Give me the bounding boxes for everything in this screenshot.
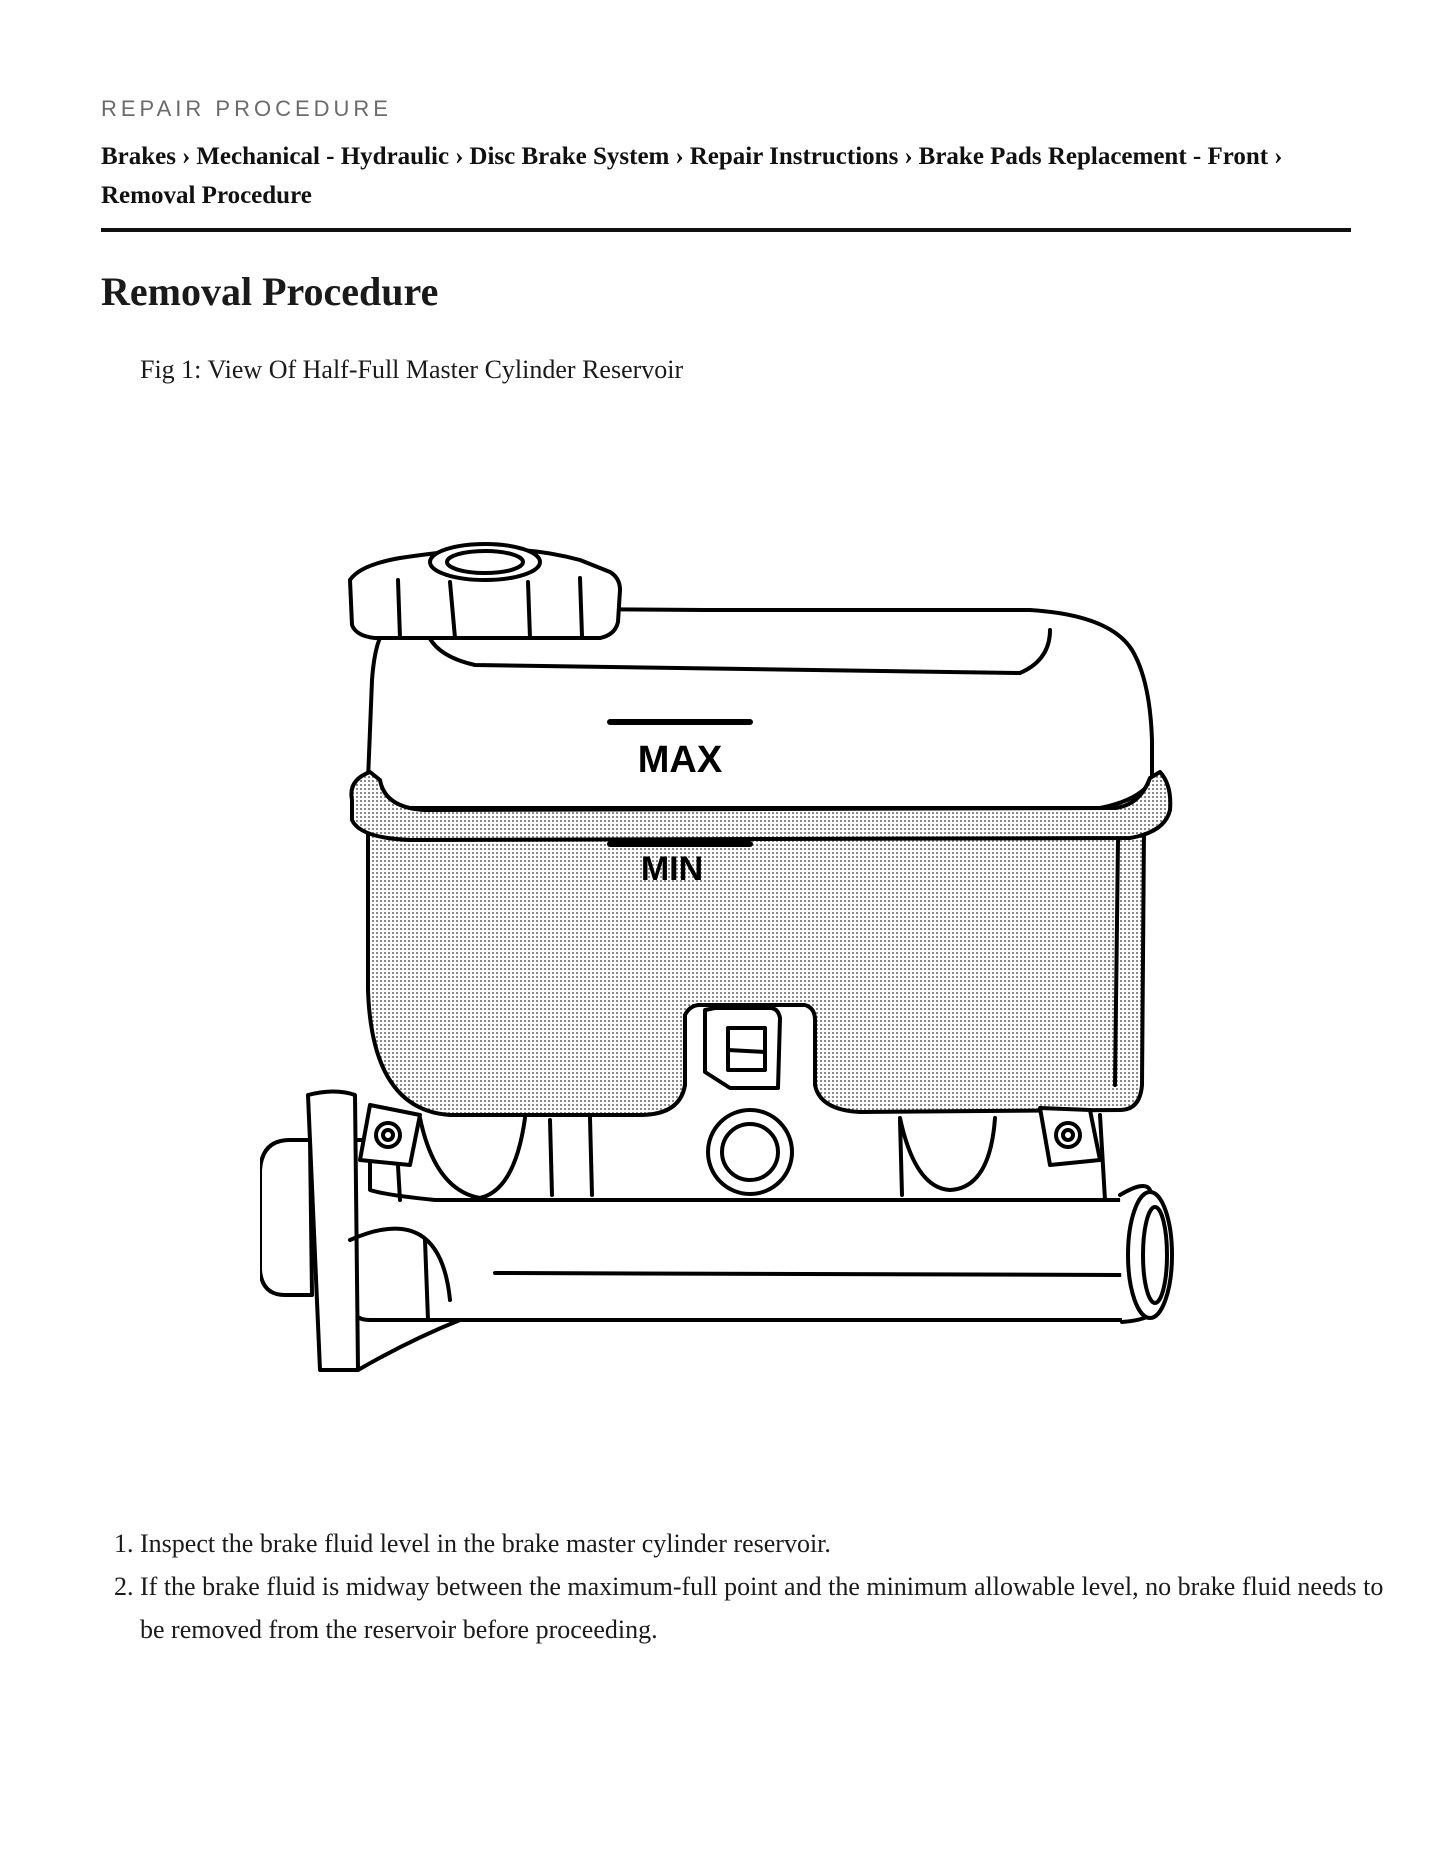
section-eyebrow: REPAIR PROCEDURE (101, 96, 392, 121)
breadcrumb-separator: › (904, 143, 913, 170)
master-cylinder-figure (260, 540, 1200, 1400)
breadcrumb-item-brake-pads-replacement-front[interactable]: Brake Pads Replacement - Front (918, 143, 1269, 170)
breadcrumb-item-removal-procedure: Removal Procedure (101, 182, 312, 209)
breadcrumb-item-mechanical-hydraulic[interactable]: Mechanical - Hydraulic (196, 143, 450, 170)
master-cylinder-illustration (260, 540, 1200, 1400)
breadcrumb-separator: › (455, 143, 464, 170)
breadcrumb-item-repair-instructions[interactable]: Repair Instructions (689, 143, 899, 170)
page-title: Removal Procedure (101, 269, 439, 314)
breadcrumb-item-brakes[interactable]: Brakes (101, 143, 176, 170)
breadcrumb-separator: › (675, 143, 684, 170)
breadcrumb-separator: › (1274, 143, 1283, 170)
header-divider (101, 228, 1351, 232)
breadcrumb-item-disc-brake-system[interactable]: Disc Brake System (469, 143, 670, 170)
procedure-step: 1. Inspect the brake fluid level in the brake master cylinder reservoir. (140, 1522, 1400, 1565)
figure-caption: Fig 1: View Of Half-Full Master Cylinder Reservoir (140, 355, 684, 384)
procedure-step: 2. If the brake fluid is midway between the maximum-full point and the minimum allowable level, no brake fluid needs to be removed from the reservoir before proceeding. (140, 1565, 1400, 1651)
max-label: MAX (637, 739, 723, 781)
min-label: MIN (640, 850, 704, 888)
breadcrumb (101, 137, 1361, 215)
procedure-steps (100, 1522, 1400, 1651)
mounting-flange (308, 1092, 358, 1371)
breadcrumb-separator: › (182, 143, 191, 170)
